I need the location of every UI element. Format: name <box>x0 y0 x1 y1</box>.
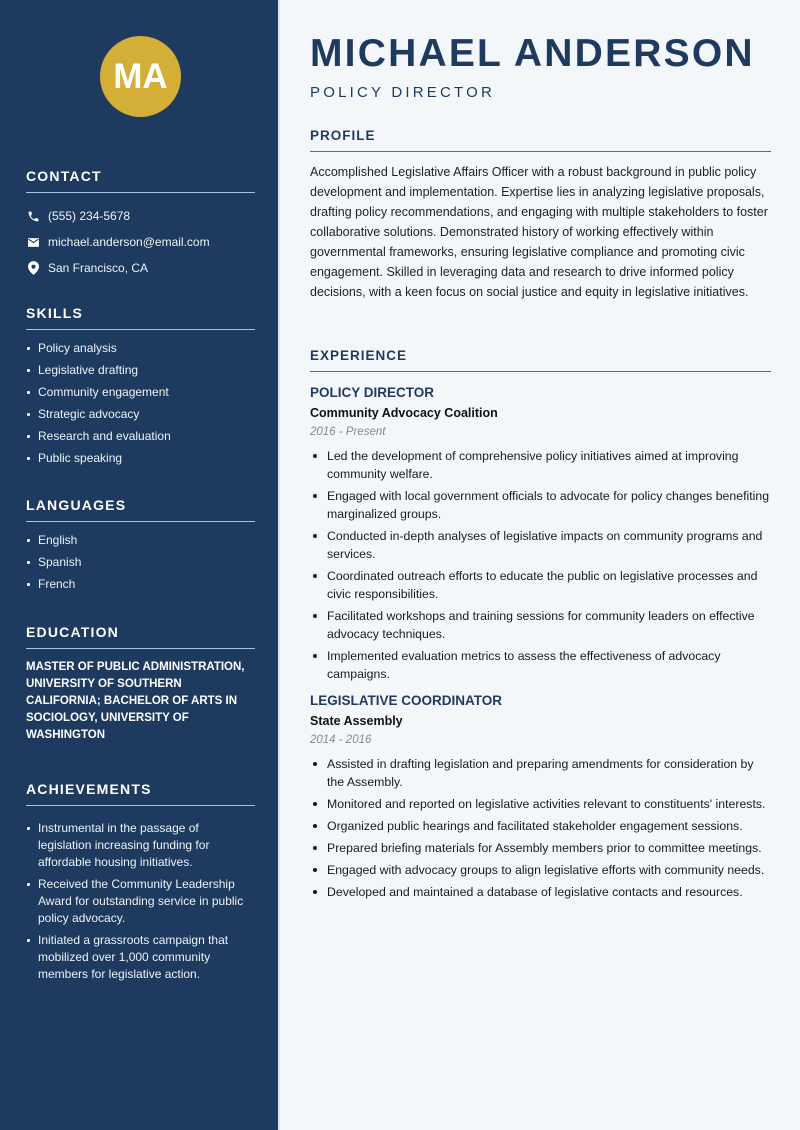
job-bullets <box>310 447 771 683</box>
achievement-item: Initiated a grassroots campaign that mobilized over 1,000 community members for legislative action. <box>26 932 255 983</box>
job-bullet: Developed and maintained a database of legislative contacts and resources. <box>310 883 771 901</box>
location-pin-icon <box>26 261 40 275</box>
education-heading: EDUCATION <box>26 624 255 649</box>
job-bullet: Facilitated workshops and training sessions for community leaders on effective advocacy techniques. <box>310 607 771 643</box>
skill-item: Public speaking <box>26 450 255 467</box>
job-dates: 2016 - Present <box>310 426 386 438</box>
languages-section <box>26 497 255 598</box>
avatar <box>100 36 181 117</box>
job-bullet: Engaged with advocacy groups to align legislative efforts with community needs. <box>310 861 771 879</box>
job-company: Community Advocacy Coalition <box>310 406 498 420</box>
email-text[interactable]: michael.anderson@email.com <box>48 235 210 249</box>
contact-heading: CONTACT <box>26 168 255 193</box>
languages-heading: LANGUAGES <box>26 497 255 522</box>
education-section <box>26 624 255 744</box>
job-bullet: Monitored and reported on legislative activities relevant to constituents' interests. <box>310 795 771 813</box>
candidate-title: POLICY DIRECTOR <box>310 84 495 101</box>
experience-section <box>310 348 771 905</box>
language-item: French <box>26 576 255 593</box>
profile-text: Accomplished Legislative Affairs Officer with a robust background in public policy development and implementation. Expertise lies in analyzing legislative proposals, drafting policy recommendations, and engaging with multiple stakeholders to foster collaborative solutions. Demonstrated history of working effectively within governmental frameworks, ensuring legislative compliance and promoting civic engagement. Skilled in leveraging data and research to drive informed policy decisions, with a keen focus on social justice and equity in legislative initiatives. <box>310 165 768 299</box>
email-icon <box>26 235 40 249</box>
contact-section <box>26 168 255 281</box>
experience-heading: EXPERIENCE <box>310 348 771 372</box>
achievements-section <box>26 781 255 988</box>
job-bullet: Engaged with local government officials to advocate for policy changes benefiting marginalized groups. <box>310 487 771 523</box>
profile-heading: PROFILE <box>310 128 771 152</box>
skills-heading: SKILLS <box>26 305 255 330</box>
contact-email <box>26 229 255 255</box>
job-bullet: Implemented evaluation metrics to assess the effectiveness of advocacy campaigns. <box>310 647 771 683</box>
achievement-item: Received the Community Leadership Award for outstanding service in public policy advocacy. <box>26 876 255 927</box>
sidebar <box>0 0 280 1130</box>
job-company: State Assembly <box>310 714 403 728</box>
skills-list <box>26 340 255 467</box>
phone-text[interactable]: (555) 234-5678 <box>48 209 131 223</box>
skill-item: Legislative drafting <box>26 362 255 379</box>
job-bullet: Assisted in drafting legislation and preparing amendments for consideration by the Assembly. <box>310 755 771 791</box>
location-text: San Francisco, CA <box>48 261 149 275</box>
job-bullet: Coordinated outreach efforts to educate the public on legislative processes and civic responsibilities. <box>310 567 771 603</box>
job-entry <box>310 693 771 901</box>
job-bullets <box>310 755 771 901</box>
job-title: POLICY DIRECTOR <box>310 385 435 400</box>
job-entry <box>310 385 771 683</box>
job-title: LEGISLATIVE COORDINATOR <box>310 693 503 708</box>
job-dates: 2014 - 2016 <box>310 734 372 746</box>
job-bullet: Conducted in-depth analyses of legislative impacts on community programs and services. <box>310 527 771 563</box>
skills-section <box>26 305 255 472</box>
language-item: English <box>26 532 255 549</box>
achievements-heading: ACHIEVEMENTS <box>26 781 255 806</box>
achievements-list <box>26 820 255 983</box>
job-bullet: Led the development of comprehensive policy initiatives aimed at improving community welfare. <box>310 447 771 483</box>
skill-item: Community engagement <box>26 384 255 401</box>
profile-section <box>310 128 771 302</box>
achievement-item: Instrumental in the passage of legislation increasing funding for affordable housing initiatives. <box>26 820 255 871</box>
skill-item: Research and evaluation <box>26 428 255 445</box>
avatar-initials: MA <box>113 56 168 96</box>
skill-item: Strategic advocacy <box>26 406 255 423</box>
education-text: MASTER OF PUBLIC ADMINISTRATION, UNIVERSITY OF SOUTHERN CALIFORNIA; BACHELOR OF ARTS IN SOCIOLOGY, UNIVERSITY OF WASHINGTON <box>26 661 245 741</box>
candidate-name: MICHAEL ANDERSON <box>310 32 755 75</box>
skill-item: Policy analysis <box>26 340 255 357</box>
language-item: Spanish <box>26 554 255 571</box>
job-bullet: Prepared briefing materials for Assembly members prior to committee meetings. <box>310 839 771 857</box>
contact-phone <box>26 203 255 229</box>
contact-location <box>26 255 255 281</box>
job-bullet: Organized public hearings and facilitated stakeholder engagement sessions. <box>310 817 771 835</box>
phone-icon <box>26 209 40 223</box>
languages-list <box>26 532 255 593</box>
